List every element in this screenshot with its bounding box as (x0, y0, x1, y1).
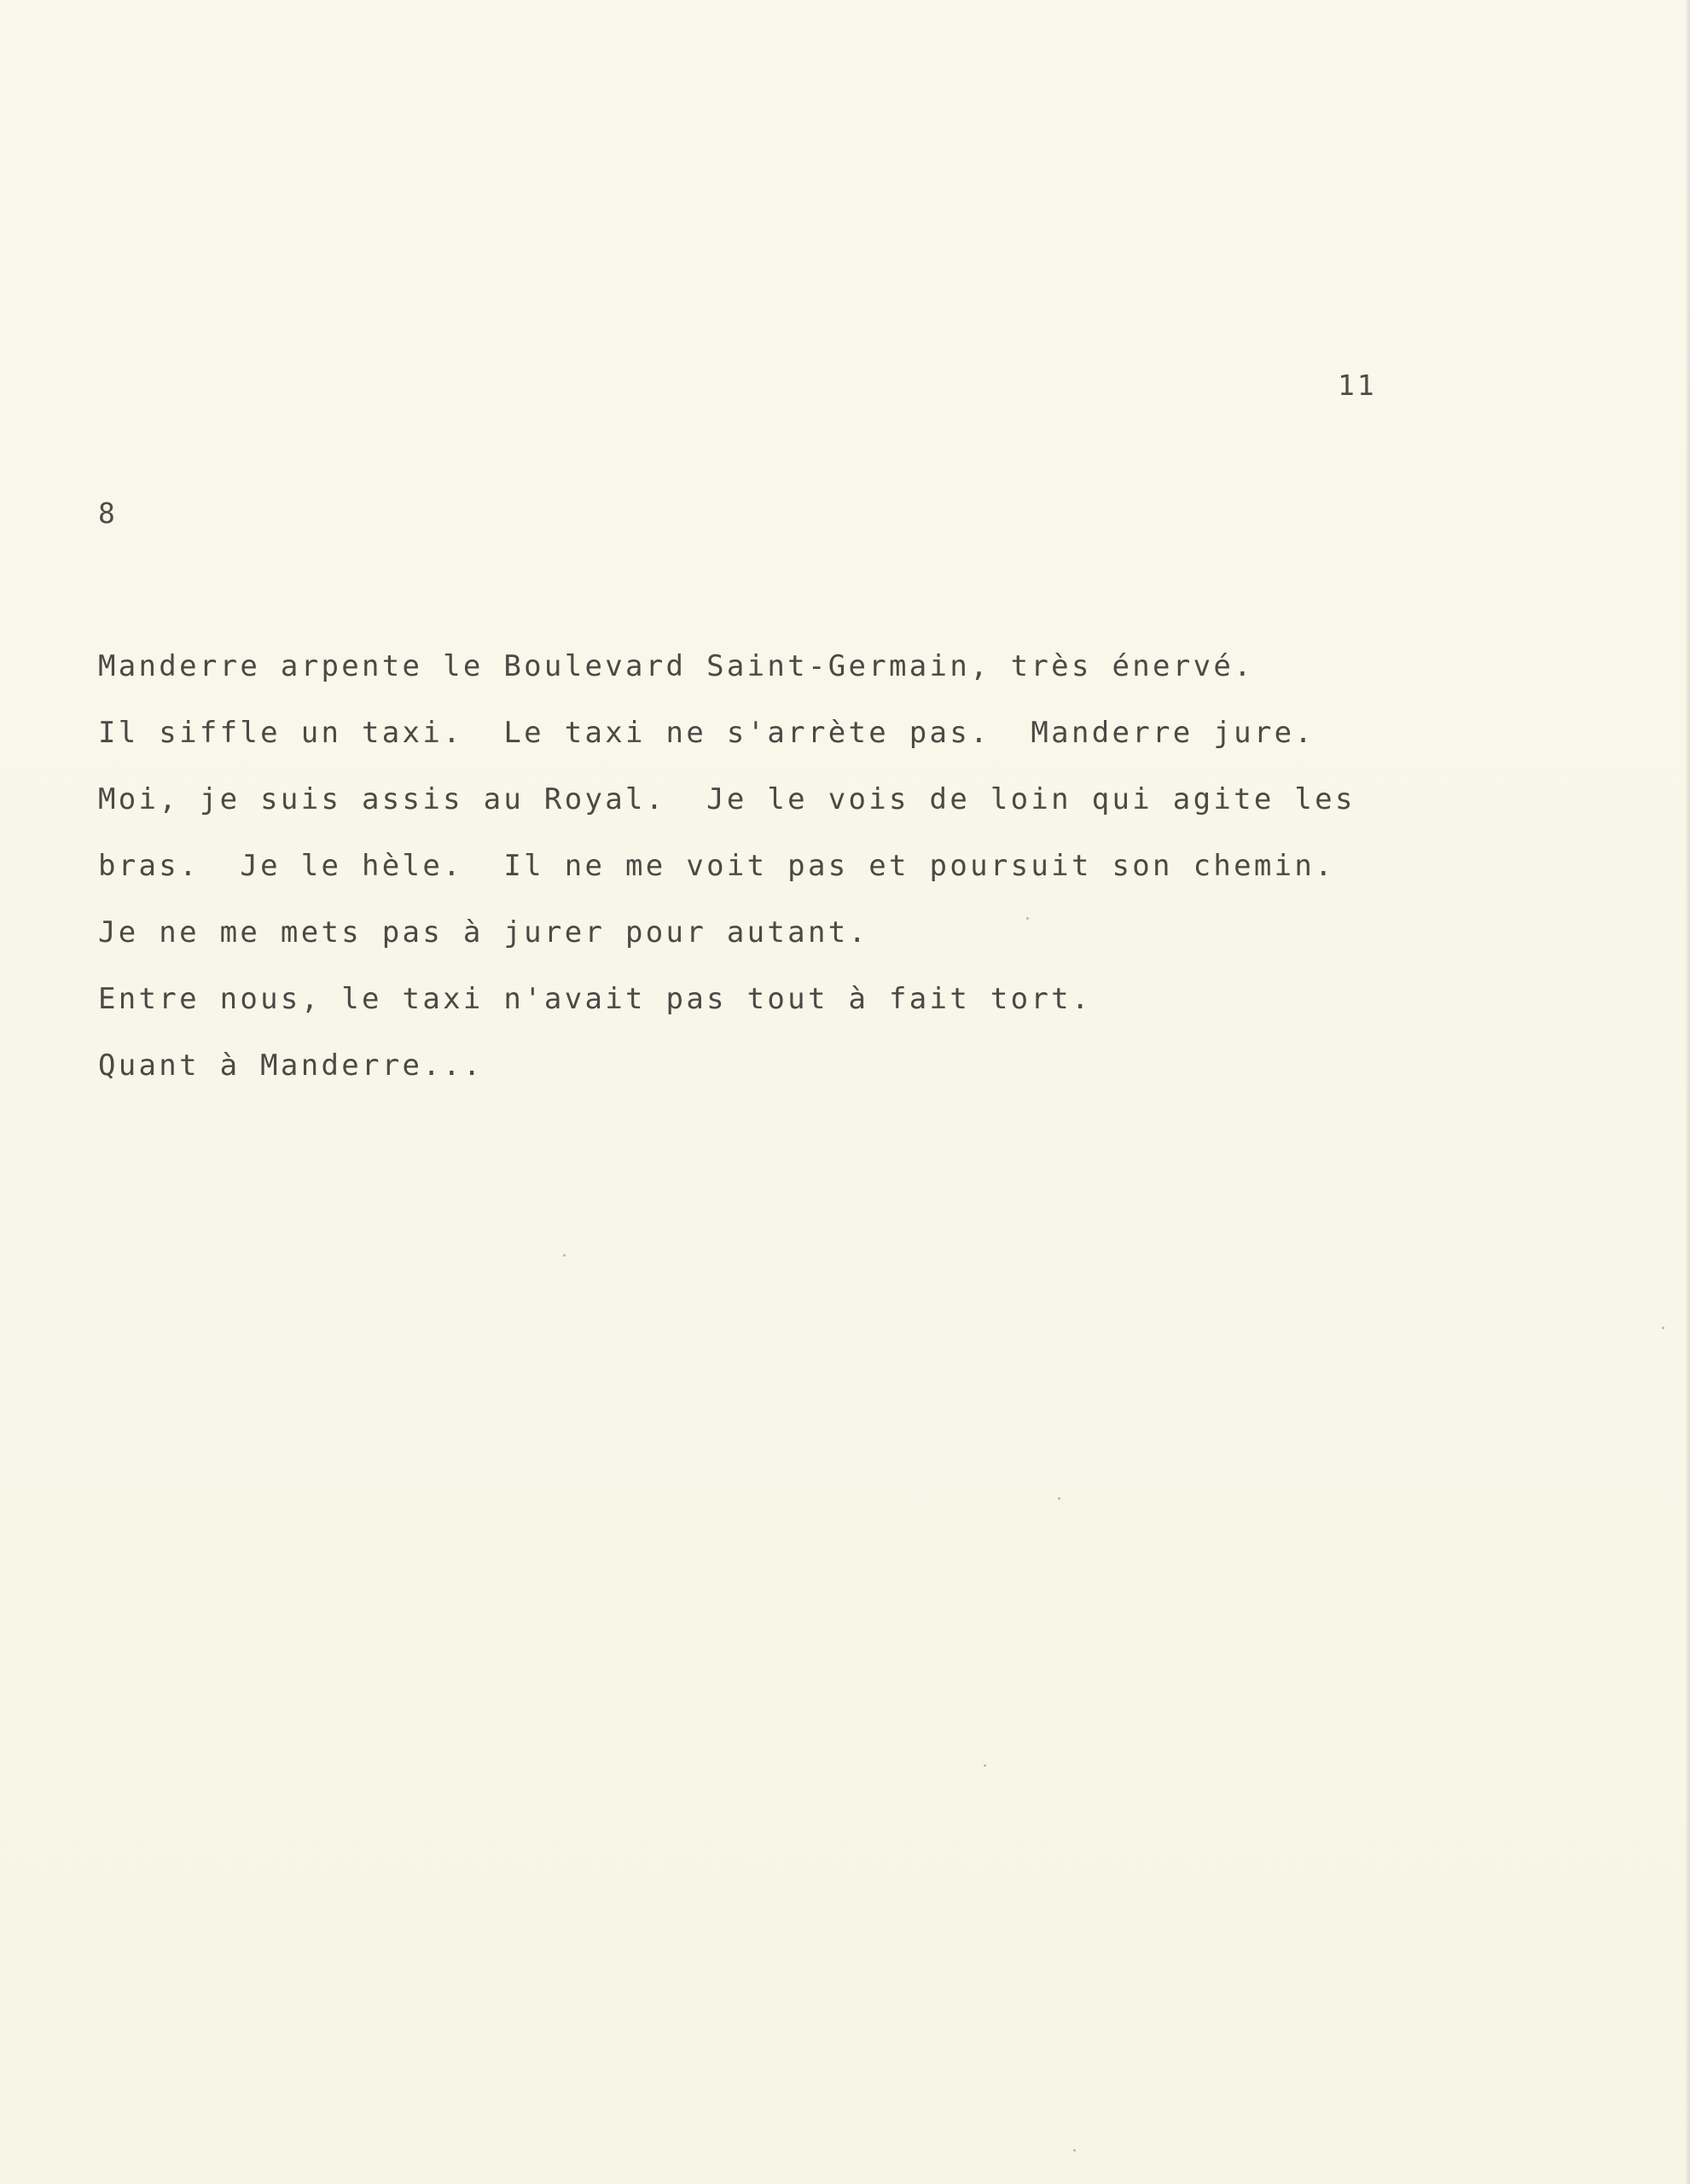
text-line-4: bras. Je le hèle. Il ne me voit pas et poursuit son chemin. (98, 849, 1335, 883)
paper-speck (563, 1254, 566, 1257)
page-number: 11 (1338, 369, 1377, 402)
text-line-6: Entre nous, le taxi n'avait pas tout à fait tort. (98, 982, 1092, 1016)
text-line-1: Manderre arpente le Boulevard Saint-Germain, très énervé. (98, 649, 1254, 683)
text-line-7: Quant à Manderre... (98, 1048, 484, 1083)
text-line-5: Je ne me mets pas à jurer pour autant. (98, 915, 869, 950)
body-text (98, 633, 1429, 1099)
paper-edge (1685, 0, 1690, 2184)
paper-speck (1026, 917, 1029, 920)
paper-speck (1073, 2149, 1076, 2152)
text-line-2: Il siffle un taxi. Le taxi ne s'arrète pas. Manderre jure. (98, 716, 1315, 750)
section-number: 8 (98, 497, 115, 530)
paper-speck (1662, 1327, 1664, 1329)
text-line-3: Moi, je suis assis au Royal. Je le vois de loin qui agite les (98, 782, 1356, 816)
paper-speck (1058, 1497, 1060, 1500)
paper-speck (984, 1764, 986, 1767)
